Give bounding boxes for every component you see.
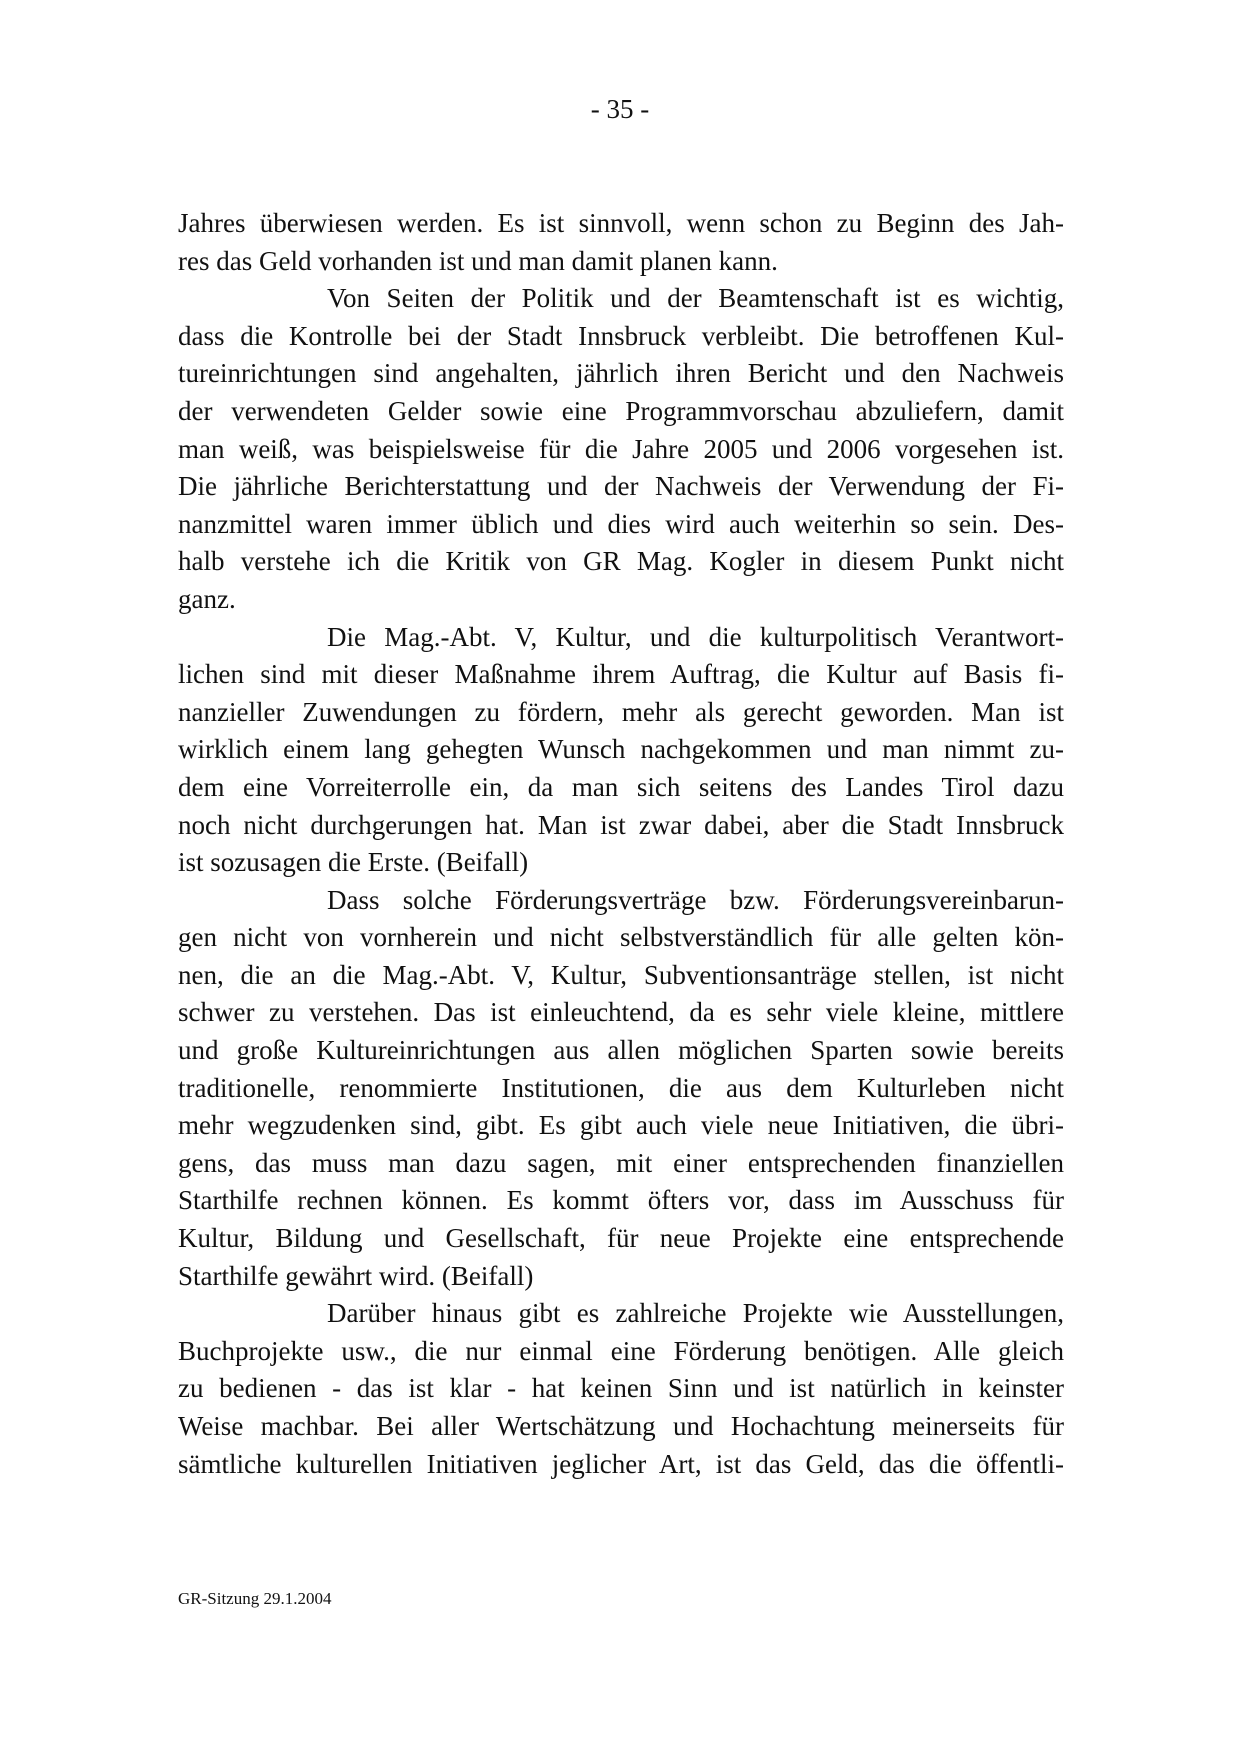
text-line: ist sozusagen die Erste. (Beifall) <box>178 847 529 878</box>
text-line: schwer zu verstehen. Das ist einleuchtend, da es sehr viele kleine, mittlere <box>178 997 1064 1028</box>
text-line: tureinrichtungen sind angehalten, jährlich ihren Bericht und den Nachweis <box>178 358 1064 389</box>
paragraph-5 <box>178 1295 1064 1483</box>
text-line: Weise machbar. Bei aller Wertschätzung und Hochachtung meinerseits für <box>178 1411 1064 1441</box>
text-line: Die jährliche Berichterstattung und der Nachweis der Verwendung der Fi- <box>178 471 1064 502</box>
text-line: zu bedienen - das ist klar - hat keinen Sinn und ist natürlich in keinster <box>178 1373 1064 1404</box>
text-line: sämtliche kulturellen Initiativen jeglicher Art, ist das Geld, das die öffentli- <box>178 1448 1064 1479</box>
text-line: dem eine Vorreiterrolle ein, da man sich seitens des Landes Tirol dazu <box>178 771 1064 802</box>
text-line: wirklich einem lang gehegten Wunsch nachgekommen und man nimmt zu- <box>178 734 1064 765</box>
text-line: gen nicht von vornherein und nicht selbstverständlich für alle gelten kön- <box>178 922 1064 953</box>
text-line: Starthilfe gewährt wird. (Beifall) <box>178 1260 534 1291</box>
text-line: und große Kultureinrichtungen aus allen möglichen Sparten sowie bereits <box>178 1035 1064 1066</box>
text-line: halb verstehe ich die Kritik von GR Mag. Kogler in diesem Punkt nicht <box>178 546 1064 577</box>
paragraph-4 <box>178 882 1064 1296</box>
text-line: Dass solche Förderungsverträge bzw. Förderungsvereinbarun- <box>327 884 1064 915</box>
paragraph-3 <box>178 619 1064 882</box>
page-number: - 35 - <box>590 94 650 124</box>
text-line: Die Mag.-Abt. V, Kultur, und die kulturpolitisch Verantwort- <box>327 621 1064 652</box>
text-line: Jahres überwiesen werden. Es ist sinnvoll, wenn schon zu Beginn des Jah- <box>178 208 1064 238</box>
text-line: Buchprojekte usw., die nur einmal eine Förderung benötigen. Alle gleich <box>178 1335 1064 1366</box>
text-line: traditionelle, renommierte Institutionen, die aus dem Kulturleben nicht <box>178 1072 1064 1103</box>
text-line: noch nicht durchgerungen hat. Man ist zwar dabei, aber die Stadt Innsbruck <box>178 809 1064 840</box>
paragraph-2 <box>178 280 1064 618</box>
text-line: dass die Kontrolle bei der Stadt Innsbruck verbleibt. Die betroffenen Kul- <box>178 320 1064 351</box>
text-line: res das Geld vorhanden ist und man damit planen kann. <box>178 245 778 276</box>
footer-session-date: GR-Sitzung 29.1.2004 <box>178 1589 332 1608</box>
text-line: nen, die an die Mag.-Abt. V, Kultur, Subventionsanträge stellen, ist nicht <box>178 959 1064 990</box>
text-line: gens, das muss man dazu sagen, mit einer entsprechenden finanziellen <box>178 1147 1064 1178</box>
text-line: lichen sind mit dieser Maßnahme ihrem Auftrag, die Kultur auf Basis fi- <box>178 659 1064 690</box>
text-line: Kultur, Bildung und Gesellschaft, für neue Projekte eine entsprechende <box>178 1223 1064 1254</box>
text-line: Darüber hinaus gibt es zahlreiche Projekte wie Ausstellungen, <box>327 1298 1064 1329</box>
text-line: der verwendeten Gelder sowie eine Programmvorschau abzuliefern, damit <box>178 395 1064 426</box>
document-body <box>178 205 1064 1483</box>
paragraph-1 <box>178 205 1064 280</box>
text-line: Starthilfe rechnen können. Es kommt öfters vor, dass im Ausschuss für <box>178 1185 1064 1216</box>
text-line: nanzmittel waren immer üblich und dies wird auch weiterhin so sein. Des- <box>178 508 1064 539</box>
text-line: Von Seiten der Politik und der Beamtenschaft ist es wichtig, <box>327 283 1064 314</box>
text-line: nanzieller Zuwendungen zu fördern, mehr als gerecht geworden. Man ist <box>178 696 1064 727</box>
text-line: mehr wegzudenken sind, gibt. Es gibt auch viele neue Initiativen, die übri- <box>178 1110 1064 1141</box>
text-line: ganz. <box>178 583 236 614</box>
text-line: man weiß, was beispielsweise für die Jahre 2005 und 2006 vorgesehen ist. <box>178 433 1064 464</box>
